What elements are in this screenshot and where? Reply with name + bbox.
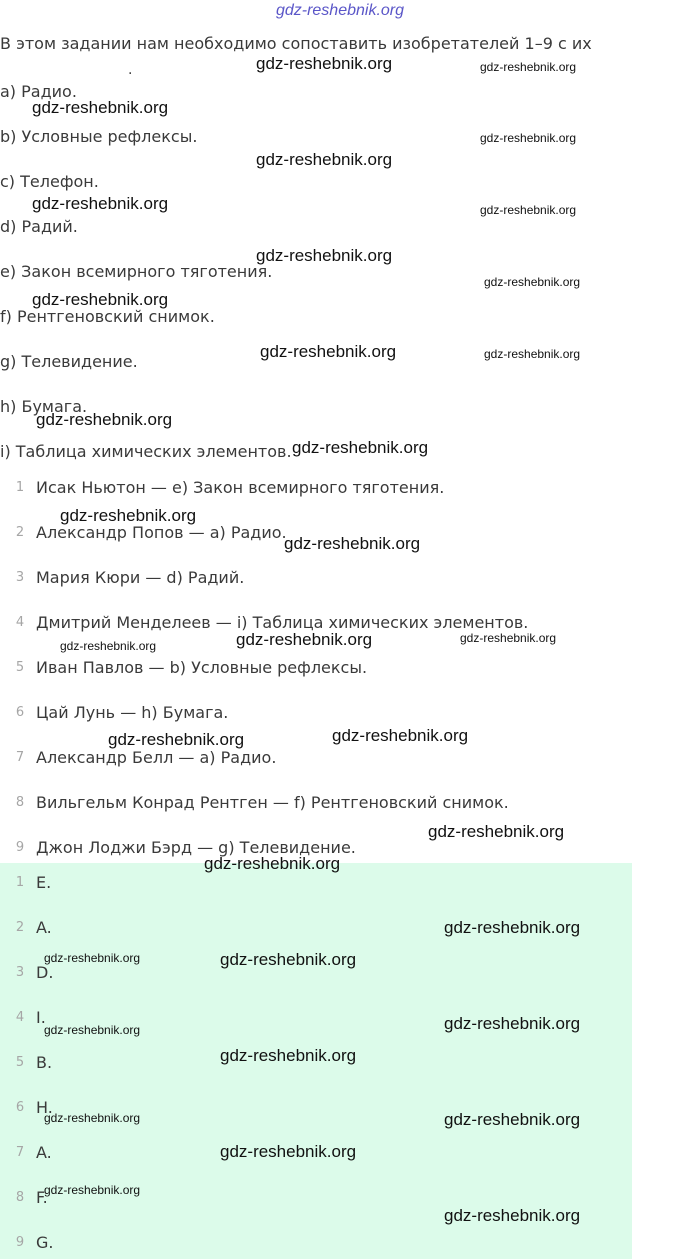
option-h: h) Бумага. — [0, 397, 88, 416]
intro-text: В этом задании нам необходимо сопоставить изобретателей 1–9 с их — [0, 34, 592, 53]
option-e: e) Закон всемирного тяготения. — [0, 262, 273, 281]
match-text: Александр Белл — а) Радио. — [36, 748, 277, 767]
watermark: gdz-reshebnik.org — [256, 150, 393, 169]
watermark: gdz-reshebnik.org — [204, 854, 341, 873]
watermark: gdz-reshebnik.org — [44, 1023, 141, 1037]
option-a: a) Радио. — [0, 82, 77, 101]
match-text: Исак Ньютон — е) Закон всемирного тяготения. — [36, 478, 445, 497]
watermark: gdz-reshebnik.org — [484, 275, 581, 289]
row-number: 9 — [15, 840, 25, 855]
answer-text: E. — [36, 873, 52, 892]
answer-text: I. — [36, 1008, 46, 1027]
row-number: 8 — [15, 1190, 25, 1205]
option-b: b) Условные рефлексы. — [0, 127, 198, 146]
watermark: gdz-reshebnik.org — [260, 342, 397, 361]
row-number: 4 — [15, 615, 25, 630]
watermark: gdz-reshebnik.org — [460, 631, 557, 645]
watermark: gdz-reshebnik.org — [284, 534, 421, 553]
row-number: 5 — [15, 660, 25, 675]
answer-text: F. — [36, 1188, 48, 1207]
watermark: gdz-reshebnik.org — [60, 639, 157, 653]
watermark: gdz-reshebnik.org — [60, 506, 197, 525]
option-f: f) Рентгеновский снимок. — [0, 307, 215, 326]
watermark: gdz-reshebnik.org — [444, 1014, 581, 1033]
watermark: gdz-reshebnik.org — [428, 822, 565, 841]
answer-text: H. — [36, 1098, 53, 1117]
intro-dot: . — [128, 62, 133, 78]
row-number: 1 — [15, 875, 25, 890]
watermark: gdz-reshebnik.org — [108, 730, 245, 749]
watermark: gdz-reshebnik.org — [220, 950, 357, 969]
match-text: Иван Павлов — b) Условные рефлексы. — [36, 658, 368, 677]
watermark: gdz-reshebnik.org — [44, 1183, 141, 1197]
watermark: gdz-reshebnik.org — [444, 918, 581, 937]
match-text: Александр Попов — а) Радио. — [36, 523, 287, 542]
answer-text: A. — [36, 918, 52, 937]
watermark: gdz-reshebnik.org — [36, 410, 173, 429]
watermark: gdz-reshebnik.org — [480, 60, 577, 74]
match-text: Цай Лунь — h) Бумага. — [36, 703, 229, 722]
row-number: 4 — [15, 1010, 25, 1025]
row-number: 2 — [15, 920, 25, 935]
row-number: 7 — [15, 750, 25, 765]
option-g: g) Телевидение. — [0, 352, 138, 371]
watermark: gdz-reshebnik.org — [220, 1142, 357, 1161]
watermark: gdz-reshebnik.org — [44, 951, 141, 965]
watermark: gdz-reshebnik.org — [480, 131, 577, 145]
watermark: gdz-reshebnik.org — [332, 726, 469, 745]
row-number: 6 — [15, 705, 25, 720]
watermark: gdz-reshebnik.org — [444, 1206, 581, 1225]
row-number: 3 — [15, 965, 25, 980]
answer-text: B. — [36, 1053, 53, 1072]
watermark: gdz-reshebnik.org — [32, 290, 169, 309]
match-text: Джон Лоджи Бэрд — g) Телевидение. — [36, 838, 356, 857]
row-number: 6 — [15, 1100, 25, 1115]
match-text: Вильгельм Конрад Рентген — f) Рентгеновский снимок. — [36, 793, 509, 812]
watermark: gdz-reshebnik.org — [44, 1111, 141, 1125]
watermark: gdz-reshebnik.org — [292, 438, 429, 457]
answer-text: D. — [36, 963, 54, 982]
row-number: 8 — [15, 795, 25, 810]
watermark: gdz-reshebnik.org — [220, 1046, 357, 1065]
watermark: gdz-reshebnik.org — [32, 98, 169, 117]
row-number: 1 — [15, 480, 25, 495]
row-number: 2 — [15, 525, 25, 540]
option-d: d) Радий. — [0, 217, 78, 236]
watermark: gdz-reshebnik.org — [32, 194, 169, 213]
watermark: gdz-reshebnik.org — [236, 630, 373, 649]
row-number: 9 — [15, 1235, 25, 1250]
row-number: 7 — [15, 1145, 25, 1160]
watermark: gdz-reshebnik.org — [480, 203, 577, 217]
watermark: gdz-reshebnik.org — [256, 246, 393, 265]
option-c: c) Телефон. — [0, 172, 99, 191]
match-text: Дмитрий Менделеев — i) Таблица химических элементов. — [36, 613, 529, 632]
watermark: gdz-reshebnik.org — [484, 347, 581, 361]
site-header-link[interactable]: gdz-reshebnik.org — [275, 2, 405, 19]
row-number: 5 — [15, 1055, 25, 1070]
answer-text: G. — [36, 1233, 54, 1252]
match-text: Мария Кюри — d) Радий. — [36, 568, 245, 587]
watermark: gdz-reshebnik.org — [444, 1110, 581, 1129]
answer-text: A. — [36, 1143, 52, 1162]
row-number: 3 — [15, 570, 25, 585]
option-i: i) Таблица химических элементов. — [0, 442, 292, 461]
watermark: gdz-reshebnik.org — [256, 54, 393, 73]
